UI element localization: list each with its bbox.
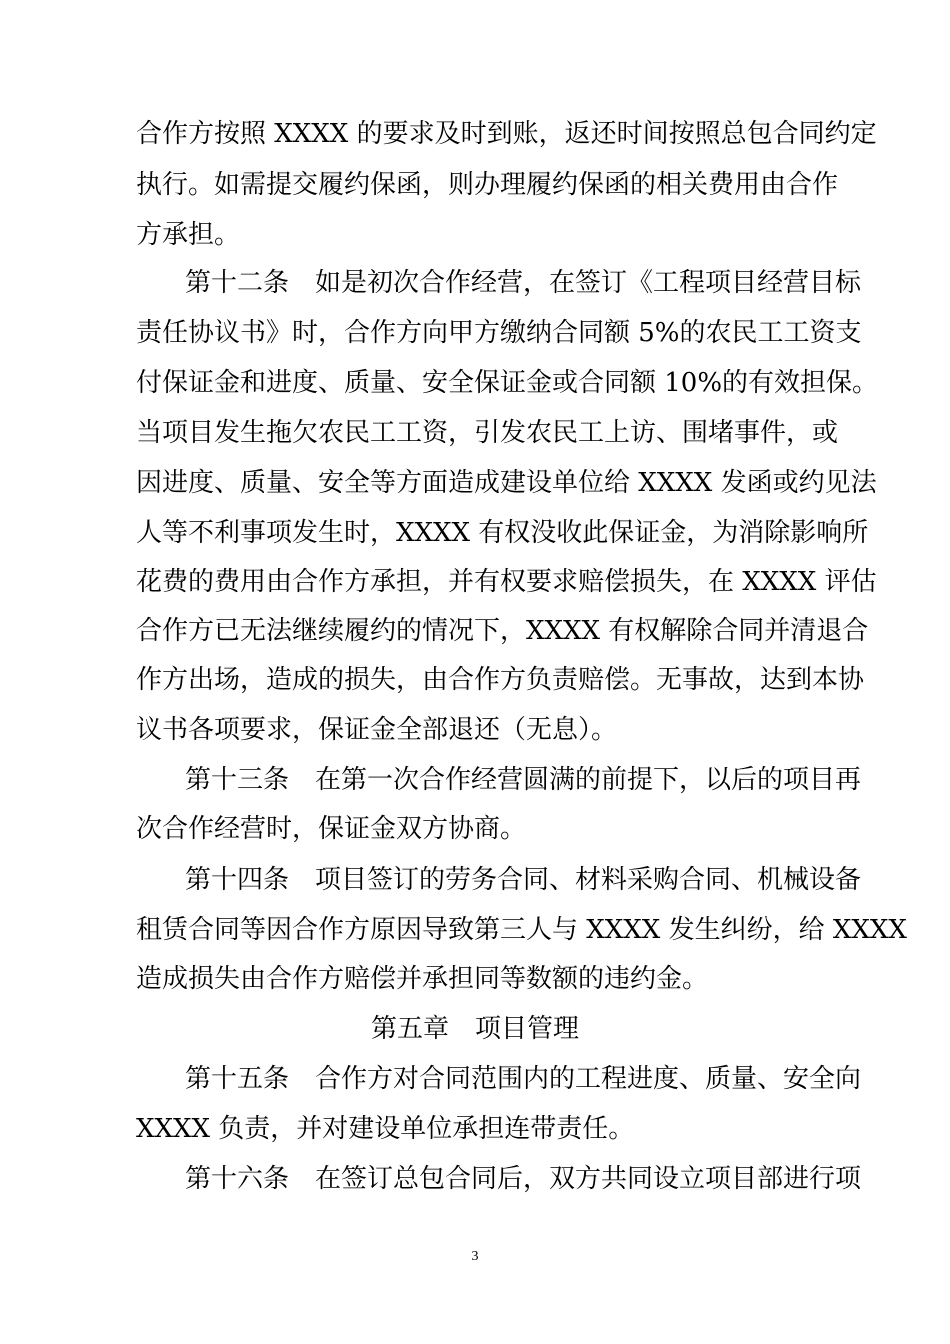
- text-line: 作方出场，造成的损失，由合作方负责赔偿。无事故，达到本协: [136, 665, 865, 695]
- text-line: 合作方按照 XXXX 的要求及时到账，返还时间按照总包合同约定: [136, 119, 877, 149]
- text-line: 付保证金和进度、质量、安全保证金或合同额 10%的有效担保。: [136, 368, 879, 398]
- text-line: 方承担。: [136, 220, 241, 250]
- text-line: 租赁合同等因合作方原因导致第三人与 XXXX 发生纠纷，给 XXXX: [136, 915, 907, 945]
- article-14-heading-line: 第十四条 项目签订的劳务合同、材料采购合同、机械设备: [185, 865, 862, 895]
- text-line: 议书各项要求，保证金全部退还（无息）。: [136, 715, 618, 745]
- text-line: 当项目发生拖欠农民工工资，引发农民工上访、围堵事件，或: [136, 418, 839, 448]
- text-line: 因进度、质量、安全等方面造成建设单位给 XXXX 发函或约见法: [136, 468, 877, 498]
- text-line: 责任协议书》时，合作方向甲方缴纳合同额 5%的农民工工资支: [136, 318, 862, 348]
- chapter-heading: 第五章 项目管理: [370, 1014, 579, 1044]
- text-line: 次合作经营时，保证金双方协商。: [136, 814, 527, 844]
- text-line: 合作方已无法继续履约的情况下，XXXX 有权解除合同并清退合: [136, 616, 869, 646]
- article-15-heading-line: 第十五条 合作方对合同范围内的工程进度、质量、安全向: [185, 1064, 862, 1094]
- article-16-heading-line: 第十六条 在签订总包合同后，双方共同设立项目部进行项: [185, 1164, 862, 1194]
- text-line: 造成损失由合作方赔偿并承担同等数额的违约金。: [136, 964, 709, 994]
- article-12-heading-line: 第十二条 如是初次合作经营，在签订《工程项目经营目标: [185, 268, 862, 298]
- text-line: 执行。如需提交履约保函，则办理履约保函的相关费用由合作: [136, 170, 839, 200]
- article-13-heading-line: 第十三条 在第一次合作经营圆满的前提下，以后的项目再: [185, 765, 862, 795]
- text-line: 花费的费用由合作方承担，并有权要求赔偿损失，在 XXXX 评估: [136, 567, 877, 597]
- text-line: XXXX 负责，并对建设单位承担连带责任。: [136, 1114, 635, 1144]
- text-line: 人等不利事项发生时，XXXX 有权没收此保证金，为消除影响所: [136, 518, 869, 548]
- page-number: 3: [471, 1249, 479, 1264]
